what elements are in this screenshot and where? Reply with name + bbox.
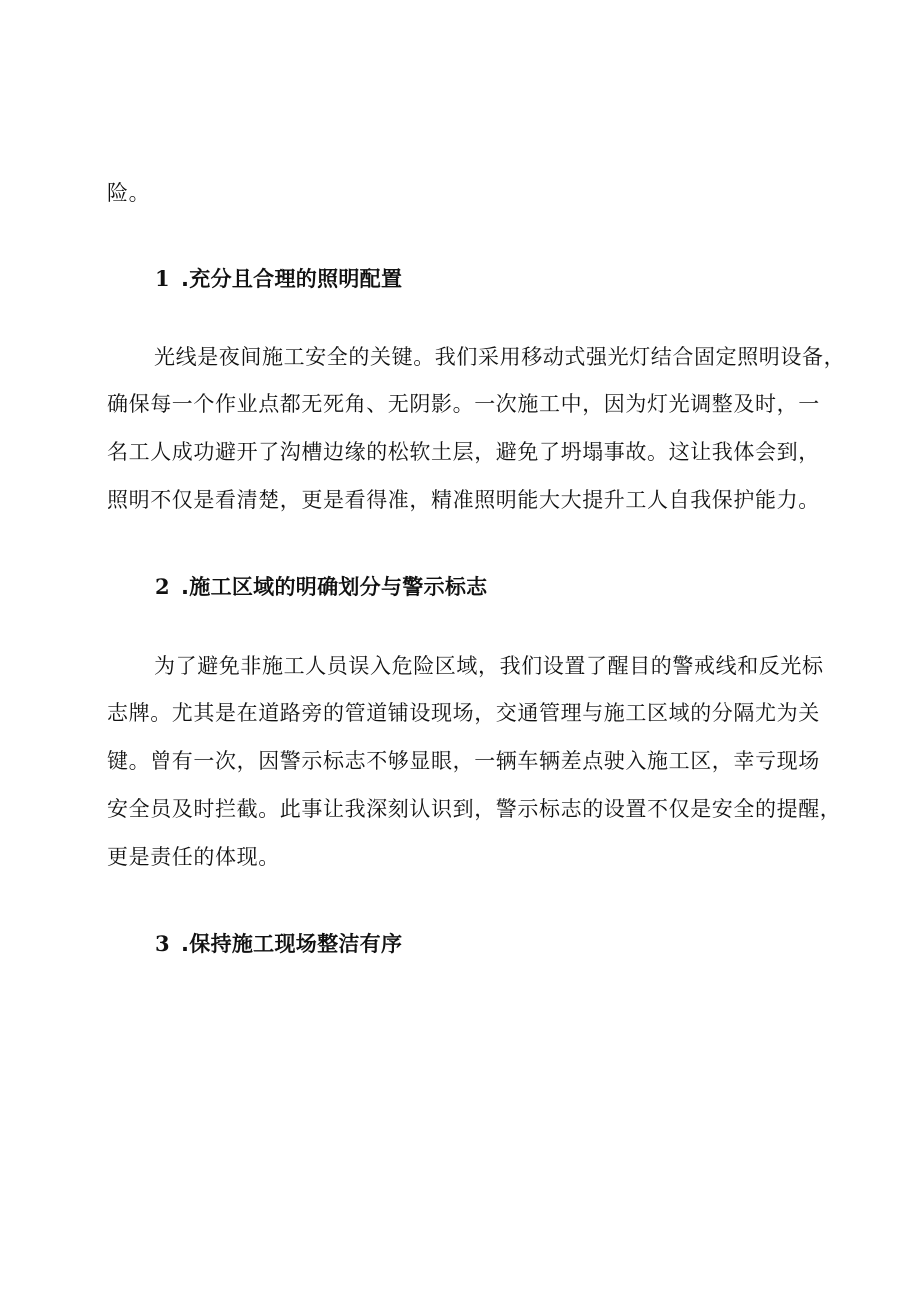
section-number: 3: [155, 931, 170, 956]
paragraph-line: 更是责任的体现。: [107, 845, 280, 869]
section-number: 1: [155, 266, 170, 291]
section-title: .充分且合理的照明配置: [181, 267, 403, 291]
section-heading-1: [155, 264, 402, 294]
section-title: .施工区域的明确划分与警示标志: [181, 575, 488, 599]
section-number: 2: [155, 574, 170, 599]
section-heading-3: [155, 929, 402, 959]
paragraph-line: 光线是夜间施工安全的关键。我们采用移动式强光灯结合固定照明设备，: [154, 345, 846, 369]
paragraph-line: 安全员及时拦截。此事让我深刻认识到，警示标志的设置不仅是安全的提醒，: [107, 797, 842, 821]
paragraph-line: 名工人成功避开了沟槽边缘的松软土层，避免了坍塌事故。这让我体会到，: [107, 440, 820, 464]
paragraph-line: 键。曾有一次，因警示标志不够显眼，一辆车辆差点驶入施工区，幸亏现场: [107, 749, 820, 773]
body-text-line: 险。: [107, 181, 151, 205]
paragraph-line: 确保每一个作业点都无死角、无阴影。一次施工中，因为灯光调整及时，一: [107, 392, 820, 416]
section-heading-2: [155, 572, 487, 602]
paragraph-line: 为了避免非施工人员误入危险区域，我们设置了醒目的警戒线和反光标: [154, 654, 824, 678]
paragraph-line: 照明不仅是看清楚，更是看得准，精准照明能大大提升工人自我保护能力。: [107, 488, 820, 512]
section-title: .保持施工现场整洁有序: [181, 932, 403, 956]
paragraph-line: 志牌。尤其是在道路旁的管道铺设现场，交通管理与施工区域的分隔尤为关: [107, 701, 820, 725]
